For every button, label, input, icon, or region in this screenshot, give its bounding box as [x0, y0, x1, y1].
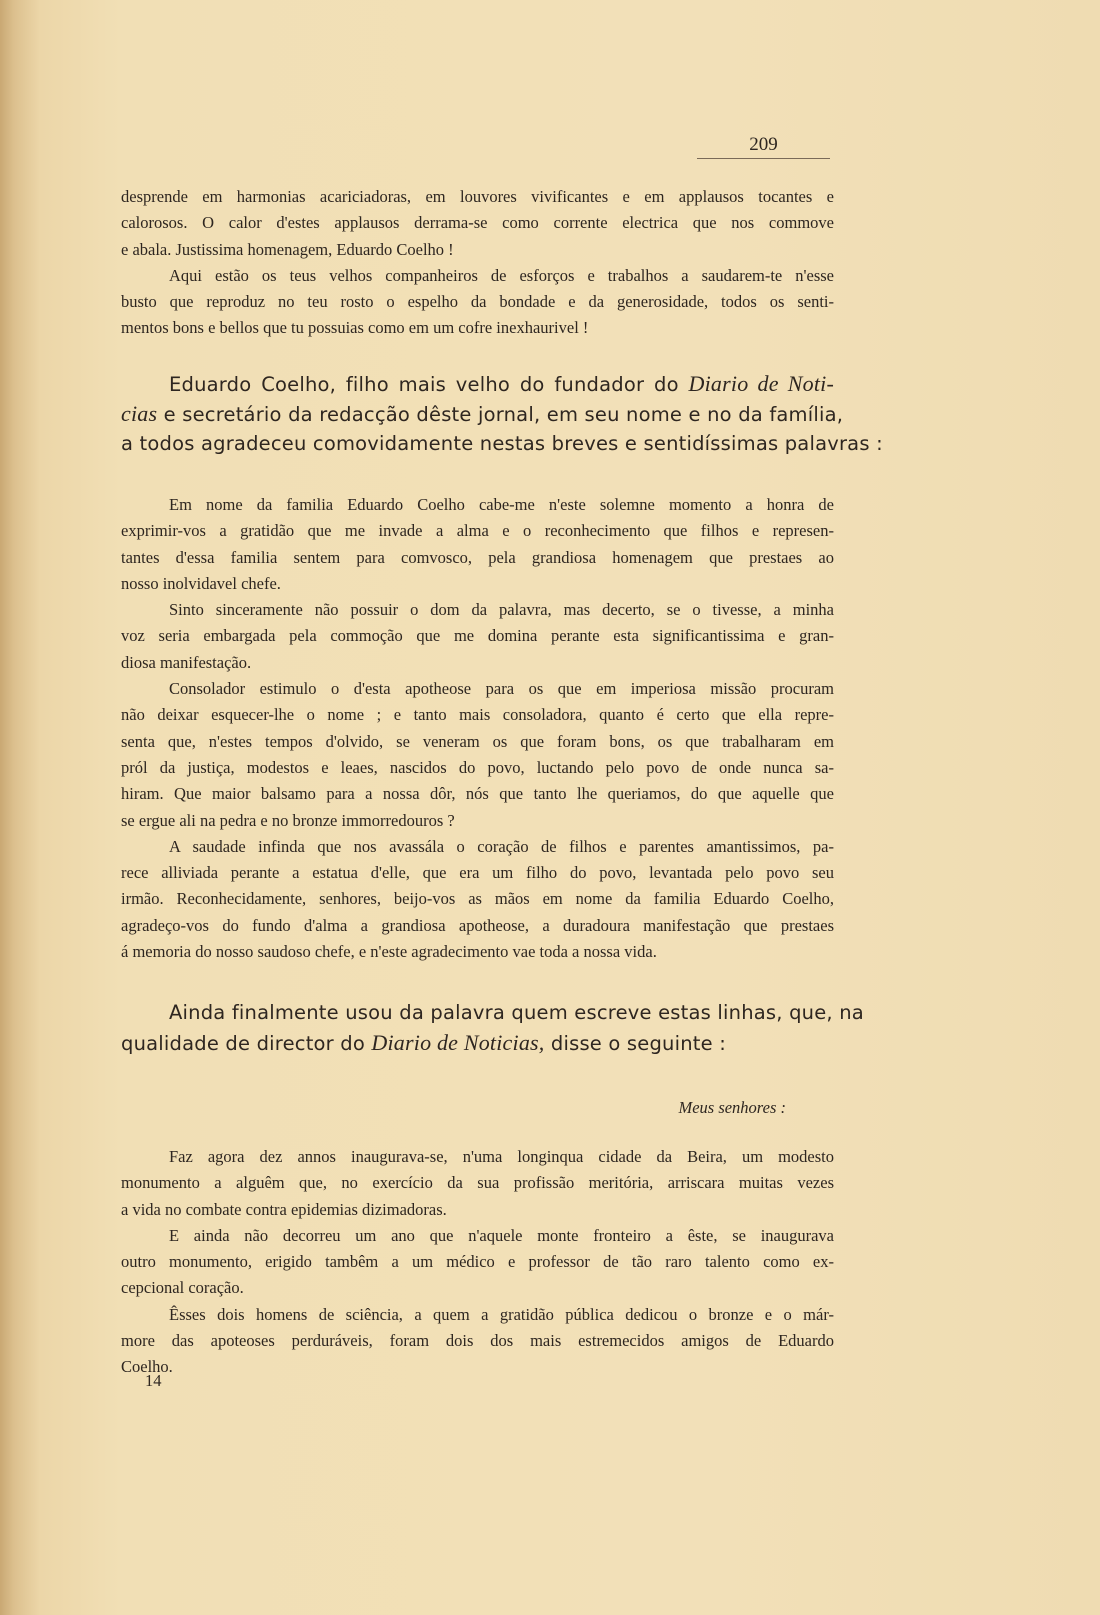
text-line	[121, 886, 834, 912]
text-line	[121, 315, 834, 341]
salutation: Meus senhores :	[678, 1098, 786, 1117]
text-line	[121, 263, 834, 289]
text-line	[121, 860, 834, 886]
text-line	[121, 1170, 834, 1196]
text-line	[121, 1144, 834, 1170]
italic-title: Diario de Noti-	[688, 371, 834, 396]
text-segment: tantes d'essa familia sentem para comvosco, pela grandiosa homenagem que prestaes ao	[121, 547, 834, 567]
text-segment: irmão. Reconhecidamente, senhores, beijo-vos as mãos em nome da familia Eduardo Coelho,	[121, 889, 834, 909]
opening-paragraphs	[121, 184, 834, 342]
text-line	[121, 1249, 834, 1275]
text-line	[121, 369, 834, 399]
text-segment: E ainda não decorreu um ano que n'aquele monte fronteiro a êste, se inaugurava	[169, 1225, 834, 1245]
text-line	[121, 184, 834, 210]
text-segment: A saudade infinda que nos avassála o coração de filhos e parentes amantissimos, pa-	[169, 836, 834, 856]
text-line	[121, 1275, 834, 1301]
text-segment: Faz agora dez annos inaugurava-se, n'uma longinqua cidade da Beira, um modesto	[169, 1147, 834, 1166]
text-line	[121, 650, 834, 676]
text-segment: voz seria embargada pela commoção que me domina perante esta significantissima e gran-	[121, 626, 834, 646]
text-line	[121, 1223, 834, 1249]
text-segment: agradeço-vos do fundo d'alma a grandiosa apotheose, a duradoura manifestação que prestaes	[121, 915, 834, 935]
text-segment: Em nome da familia Eduardo Coelho cabe-me n'este solemne momento a honra de	[169, 495, 834, 514]
text-line	[121, 781, 834, 807]
text-segment: a todos agradeceu comovidamente nestas breves e sentidíssimas palavras :	[121, 432, 883, 455]
text-segment: busto que reproduz no teu rosto o espelho da bondade e da generosidade, todos os senti-	[121, 292, 834, 312]
text-segment: diosa manifestação.	[121, 652, 252, 672]
text-segment: outro monumento, erigido tambêm a um médico e professor de tão raro talento como ex-	[121, 1252, 834, 1272]
text-line	[121, 939, 834, 965]
text-segment: qualidade de director do	[121, 1032, 372, 1055]
text-segment: hiram. Que maior balsamo para a nossa dôr, nós que tanto lhe queriamos, do que aquelle que	[121, 784, 834, 804]
text-segment: e secretário da redacção dêste jornal, em seu nome e no da família,	[157, 403, 844, 426]
text-segment: cepcional coração.	[121, 1278, 244, 1298]
text-line	[121, 702, 834, 728]
text-segment: Êsses dois homens de sciência, a quem a gratidão pública dedicou o bronze e o már-	[169, 1304, 834, 1324]
text-line	[121, 289, 834, 315]
signature-mark: 14	[145, 1371, 162, 1390]
text-line	[121, 1197, 834, 1223]
text-segment: Ainda finalmente usou da palavra quem escreve estas linhas, que, na	[169, 1001, 864, 1024]
text-line	[121, 1302, 834, 1328]
narration-director	[121, 998, 864, 1058]
text-line	[121, 492, 834, 518]
text-segment: á memoria do nosso saudoso chefe, e n'este agradecimento vae toda a nossa vida.	[121, 942, 657, 962]
text-line	[121, 399, 844, 429]
text-segment: pról da justiça, modestos e leaes, nascidos do povo, luctando pelo povo de onde nunca sa-	[121, 757, 834, 777]
text-line	[121, 1328, 834, 1354]
text-segment: exprimir-vos a gratidão que me invade a alma e o reconhecimento que filhos e represen-	[121, 521, 834, 541]
text-line	[121, 913, 834, 939]
text-line	[121, 571, 834, 597]
text-line	[121, 623, 834, 649]
text-line	[121, 237, 834, 263]
page-number: 209	[697, 134, 830, 159]
text-segment: não deixar esquecer-lhe o nome ; e tanto mais consoladora, quanto é certo que ella repre-	[121, 705, 834, 725]
text-line	[121, 210, 834, 236]
text-segment: Eduardo Coelho, filho mais velho do fundador do	[169, 373, 689, 396]
italic-title: Diario de Noticias,	[371, 1030, 545, 1055]
text-line	[121, 676, 834, 702]
text-segment: mentos bons e bellos que tu possuias como em um cofre inexhaurivel !	[121, 318, 589, 338]
text-line	[121, 729, 834, 755]
text-segment: Aqui estão os teus velhos companheiros de esforços e trabalhos a saudarem-te n'esse	[169, 265, 834, 285]
text-line	[121, 834, 834, 860]
text-line	[121, 429, 883, 459]
text-segment: Coelho.	[121, 1357, 173, 1377]
text-line	[121, 545, 834, 571]
text-segment: a vida no combate contra epidemias dizimadoras.	[121, 1199, 447, 1219]
narration-eduardo-coelho-son	[121, 369, 883, 459]
text-segment: rece alliviada perante a estatua d'elle, que era um filho do povo, levantada pelo povo seu	[121, 863, 834, 883]
text-segment: calorosos. O calor d'estes applausos derrama-se como corrente electrica que nos commove	[121, 213, 834, 233]
text-line	[121, 597, 834, 623]
text-segment: monumento a alguêm que, no exercício da sua profissão meritória, arriscara muitas vezes	[121, 1173, 834, 1193]
text-line	[121, 998, 864, 1028]
text-segment: Consolador estimulo o d'esta apotheose para os que em imperiosa missão procuram	[169, 679, 834, 699]
italic-title: cias	[121, 401, 158, 426]
text-line	[121, 755, 834, 781]
speech-director	[121, 1144, 834, 1381]
text-segment: disse o seguinte :	[544, 1032, 727, 1055]
text-segment: Sinto sinceramente não possuir o dom da palavra, mas decerto, se o tivesse, a minha	[169, 600, 834, 620]
text-line	[121, 518, 834, 544]
text-segment: desprende em harmonias acariciadoras, em louvores vivificantes e em applausos tocantes e	[121, 187, 834, 206]
text-line	[121, 808, 834, 834]
text-segment: e abala. Justissima homenagem, Eduardo Coelho !	[121, 239, 454, 259]
text-segment: more das apoteoses perduráveis, foram dois dos mais estremecidos amigos de Eduardo	[121, 1331, 834, 1351]
text-segment: nosso inolvidavel chefe.	[121, 573, 281, 593]
text-segment: senta que, n'estes tempos d'olvido, se veneram os que foram bons, os que trabalharam em	[121, 731, 834, 751]
text-line	[121, 1028, 834, 1058]
text-line	[121, 1354, 834, 1380]
text-segment: se ergue ali na pedra e no bronze immorredouros ?	[121, 810, 455, 830]
speech-eduardo-coelho-son	[121, 492, 834, 965]
